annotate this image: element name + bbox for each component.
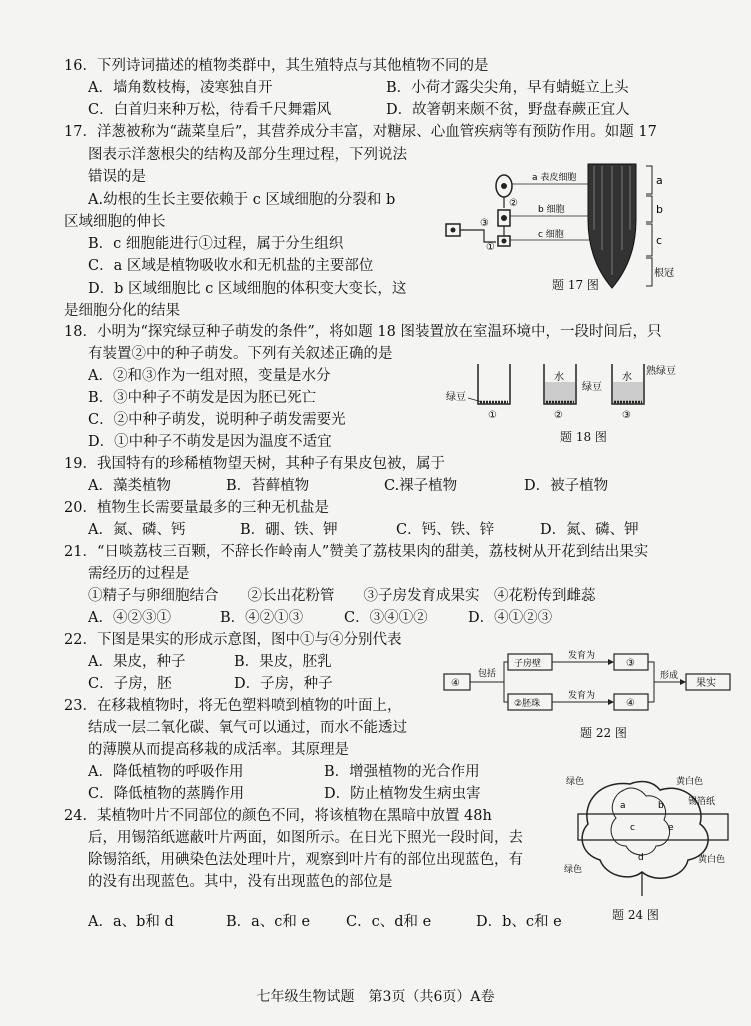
q22-option-a: A．果皮，种子 <box>88 654 186 670</box>
q18-option-b: B．③中种子不萌发是因为胚已死亡 <box>88 390 317 406</box>
q18-option-a: A．②和③作为一组对照，变量是水分 <box>88 368 331 384</box>
q17-cell-a-nucleus <box>501 183 507 189</box>
q20-option-d: D．氮、磷、钾 <box>540 522 639 538</box>
q23-stem-line2: 结成一层二氧化碳、氧气可以通过，而水不能透过 <box>88 720 407 736</box>
q18-label-bean: 绿豆 <box>446 392 466 403</box>
q19-stem: 19．我国特有的珍稀植物望天树，其种子有果皮包被，属于 <box>64 456 445 472</box>
q24-foil-strip <box>578 814 728 840</box>
q17-label-cap: 根冠 <box>654 268 674 279</box>
q22-fruit-formation-figure <box>440 648 740 718</box>
q22-figure-caption: 题 22 图 <box>580 726 627 740</box>
page-footer: 七年级生物试题 第3页（共6页）A卷 <box>256 989 495 1005</box>
q17-label-n2: ② <box>509 198 518 209</box>
q22-label-fruit: 果实 <box>696 678 716 689</box>
q19-option-d: D．被子植物 <box>524 478 609 494</box>
q24-label-b: b <box>658 801 664 811</box>
q17-cell-b-nucleus <box>501 215 507 221</box>
q17-label-a: a <box>656 174 663 187</box>
q22-option-d: D．子房，种子 <box>234 676 333 692</box>
q22-option-b: B．果皮，胚乳 <box>234 654 332 670</box>
q17-label-c-cell: c 细胞 <box>538 230 564 240</box>
q24-leaf-outline <box>582 782 708 879</box>
q16-option-b: B．小荷才露尖尖角，早有蜻蜓立上头 <box>386 80 629 96</box>
q22-label-develop1: 发育为 <box>568 651 596 661</box>
q22-label-n3: ③ <box>626 658 635 669</box>
q17-stem-line2: 图表示洋葱根尖的结构及部分生理过程，下列说法 <box>88 147 407 163</box>
q17-cell-c-nucleus <box>502 239 507 244</box>
q21-option-a: A．④②③① <box>88 610 171 626</box>
q20-option-a: A．氮、磷、钙 <box>88 522 186 538</box>
q18-stem-line1: 18．小明为“探究绿豆种子萌发的条件”，将如题 18 图装置放在室温环境中，一段时间后，只 <box>64 324 662 340</box>
q18-label-n3: ③ <box>622 410 631 421</box>
q19-option-b: B．苔藓植物 <box>226 478 310 494</box>
q17-bracket-cap <box>646 258 652 286</box>
q22-arrowhead-1 <box>608 659 614 665</box>
q21-stem-line1: 21．“日啖荔枝三百颗，不辞长作岭南人”赞美了荔枝果肉的甜美，荔枝树从开花到结出果实 <box>64 544 649 560</box>
q17-stem-line1: 17．洋葱被称为“蔬菜皇后”，其营养成分丰富，对糖尿、心血管疾病等有预防作用。如题 17 <box>64 124 657 140</box>
q18-beaker-2-water <box>545 382 575 403</box>
q24-label-green2: 绿色 <box>564 865 583 875</box>
q22-stem: 22．下图是果实的形成示意图，图中①与④分别代表 <box>64 632 402 648</box>
q24-label-c: c <box>630 823 635 833</box>
q17-label-n1: ① <box>486 242 495 253</box>
q22-label-ovule: ②胚珠 <box>514 699 541 709</box>
q24-option-c: C．c、d和 e <box>346 914 432 930</box>
q24-label-yellow1: 黄白色 <box>676 777 704 787</box>
q18-option-d: D．①中种子不萌发是因为温度不适宜 <box>88 434 332 450</box>
q24-stem-line2: 后，用锡箔纸遮蔽叶片两面，如图所示。在日光下照光一段时间，去 <box>88 830 523 846</box>
q23-option-b: B．增强植物的光合作用 <box>324 764 480 780</box>
q18-beakers-figure <box>440 356 690 428</box>
q23-option-a: A．降低植物的呼吸作用 <box>88 764 244 780</box>
q19-option-a: A．藻类植物 <box>88 478 171 494</box>
q17-figure-caption: 题 17 图 <box>552 278 599 292</box>
q22-brace-left <box>504 662 508 702</box>
q17-stem-line3: 错误的是 <box>88 169 146 185</box>
q22-option-c: C．子房，胚 <box>88 676 172 692</box>
q19-option-c: C.裸子植物 <box>384 478 458 494</box>
q22-label-n4b: ④ <box>626 698 635 709</box>
q17-bracket-b <box>646 196 652 222</box>
q20-option-b: B．硼、铁、钾 <box>240 522 338 538</box>
q24-option-d: D．b、c和 e <box>476 914 562 930</box>
q16-option-a: A．墙角数枝梅，凌寒独自开 <box>88 80 273 96</box>
q17-cell-divide-nucleus <box>451 228 456 233</box>
q17-label-a-cell: a 表皮细胞 <box>532 173 577 183</box>
q21-option-b: B．④②①③ <box>220 610 304 626</box>
q16-option-d: D．故箸朝来颇不贫，野盘春蕨正宜人 <box>386 102 630 118</box>
q22-label-form: 形成 <box>660 671 679 681</box>
q18-beaker-3-water <box>613 382 643 403</box>
q24-stem-line4: 的没有出现蓝色。其中，没有出现蓝色的部位是 <box>88 874 393 890</box>
q22-label-develop2: 发育为 <box>568 691 596 701</box>
q22-label-n4: ④ <box>451 678 460 689</box>
q17-label-b-cell: b 细胞 <box>538 205 565 215</box>
q17-option-c: C．a 区域是植物吸收水和无机盐的主要部位 <box>88 258 374 274</box>
q21-steps: ①精子与卵细胞结合 ②长出花粉管 ③子房发育成果实 ④花粉传到雌蕊 <box>88 588 596 604</box>
q22-arrowhead-3 <box>680 679 686 685</box>
q16-option-c: C．白首归来种万松，待看千尺舞霜风 <box>88 102 332 118</box>
q17-option-a-line1: A.幼根的生长主要依赖于 c 区域细胞的分裂和 b <box>88 192 396 208</box>
q16-stem: 16．下列诗词描述的植物类群中，其生殖特点与其他植物不同的是 <box>64 58 489 74</box>
q22-arrowhead-2 <box>608 699 614 705</box>
q18-beaker-1 <box>478 364 510 404</box>
q24-label-e: e <box>668 823 674 833</box>
q22-label-contains: 包括 <box>478 669 497 679</box>
q17-option-d-line2: 是细胞分化的结果 <box>64 303 180 319</box>
q18-stem-line2: 有装置②中的种子萌发。下列有关叙述正确的是 <box>88 346 393 362</box>
q18-label-n2: ② <box>554 410 563 421</box>
q18-label-water-3: 水 <box>622 372 632 383</box>
q20-stem: 20．植物生长需要量最多的三种无机盐是 <box>64 500 329 516</box>
q23-stem-line3: 的薄膜从而提高移栽的成活率。其原理是 <box>88 742 349 758</box>
q17-label-c: c <box>656 234 663 247</box>
q21-stem-line2: 需经历的过程是 <box>88 566 190 582</box>
q24-figure-caption: 题 24 图 <box>612 908 659 922</box>
q24-option-b: B．a、c和 e <box>226 914 311 930</box>
q24-label-d: d <box>638 853 644 863</box>
q22-label-ovary-wall: 子房壁 <box>514 659 542 669</box>
q23-option-c: C．降低植物的蒸腾作用 <box>88 786 245 802</box>
q17-bracket-c <box>646 224 652 256</box>
q17-option-b: B．c 细胞能进行①过程，属于分生组织 <box>88 236 344 252</box>
q17-label-b: b <box>656 203 663 216</box>
q17-root-tip-figure <box>440 160 720 295</box>
q21-option-d: D．④①②③ <box>468 610 553 626</box>
q17-arrow-path <box>460 230 496 242</box>
q24-option-a: A．a、b和 d <box>88 914 174 930</box>
q22-brace-right <box>648 662 654 702</box>
q17-option-a-line2: 区域细胞的伸长 <box>64 214 166 230</box>
q24-stem-line3: 除锡箔纸，用碘染色法处理叶片，观察到叶片有的部位出现蓝色，有 <box>88 852 523 868</box>
q24-label-green1: 绿色 <box>566 777 585 787</box>
q24-label-foil: 锡箔纸 <box>688 797 716 807</box>
q18-pointer-bean <box>468 398 482 402</box>
q24-label-a: a <box>620 801 626 811</box>
q20-option-c: C．钙、铁、锌 <box>396 522 495 538</box>
q18-option-c: C．②中种子萌发，说明种子萌发需要光 <box>88 412 346 428</box>
q18-label-water-2: 水 <box>554 372 564 383</box>
q18-label-n1: ① <box>488 410 497 421</box>
q17-label-n3: ③ <box>480 218 489 229</box>
q24-leaf-inner <box>611 788 670 855</box>
q18-label-bean2: 绿豆 <box>582 382 602 393</box>
q24-leaf-figure <box>560 772 740 902</box>
q18-figure-caption: 题 18 图 <box>560 430 607 444</box>
q23-stem-line1: 23．在移栽植物时，将无色塑料喷到植物的叶面上， <box>64 698 402 714</box>
q21-option-c: C．③④①② <box>344 610 428 626</box>
q18-label-cooked: 熟绿豆 <box>646 366 676 377</box>
q17-bracket-a <box>646 166 652 194</box>
q24-stem-line1: 24．某植物叶片不同部位的颜色不同，将该植物在黑暗中放置 48h <box>64 808 492 824</box>
q17-option-d-line1: D．b 区域细胞比 c 区域细胞的体积变大变长，这 <box>88 281 407 297</box>
q24-label-yellow2: 黄白色 <box>698 855 726 865</box>
q23-option-d: D．防止植物发生病虫害 <box>324 786 481 802</box>
